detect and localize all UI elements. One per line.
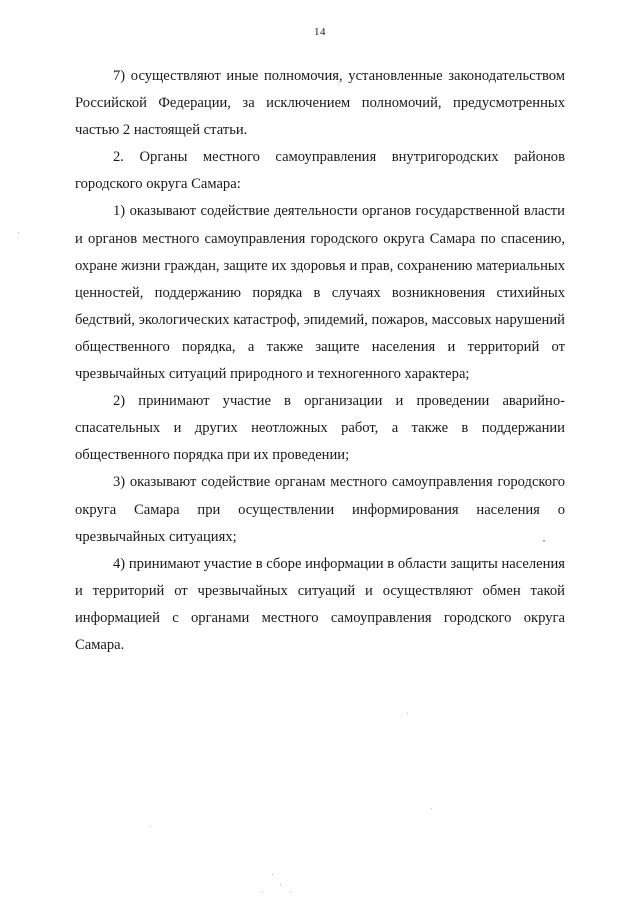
paragraph-item-7: 7) осуществляют иные полномочия, установленные законодательством Российской Федерации, за исключением полномочий, предусмотренных частью 2 настоящей статьи. — [75, 68, 565, 139]
page-number: 14 — [314, 26, 326, 38]
scan-speck — [280, 884, 281, 885]
scan-speck — [18, 232, 19, 233]
scan-speck — [272, 874, 273, 875]
paragraph-item-1: 1) оказывают содействие деятельности органов государственной власти и органов местного самоуправления городского округа Самара по спасению, охране жизни граждан, защите их здоровья и прав, сохранению материальных ценностей, поддержанию порядка в случаях возникновения стихийных бедствий, экологических катастроф, эпидемий, пожаров, массовых нарушений общественного порядка, а также защите населения и территорий от чрезвычайных ситуаций природного и техногенного характера; — [75, 203, 565, 383]
scan-speck — [431, 808, 432, 809]
paragraph-item-2: 2) принимают участие в организации и проведении аварийно-спасательных и других неотложных работ, а также в поддержании общественного порядка при их проведении; — [75, 393, 565, 464]
scan-speck — [407, 713, 408, 714]
scan-speck — [150, 826, 151, 827]
scan-speck — [290, 891, 291, 892]
document-body — [75, 63, 565, 659]
scan-speck — [262, 892, 263, 893]
paragraph-item-3: 3) оказывают содействие органам местного самоуправления городского округа Самара при осуществлении информирования населения о чрезвычайных ситуациях; — [75, 474, 565, 545]
paragraph-item-4: 4) принимают участие в сборе информации в области защиты населения и территорий от чрезвычайных ситуаций и осуществляют обмен такой информацией с органами местного самоуправления городского округа Самара. — [75, 555, 565, 653]
paragraph-section-2: 2. Органы местного самоуправления внутригородских районов городского округа Самара: — [75, 149, 565, 193]
scan-speck — [543, 540, 545, 542]
